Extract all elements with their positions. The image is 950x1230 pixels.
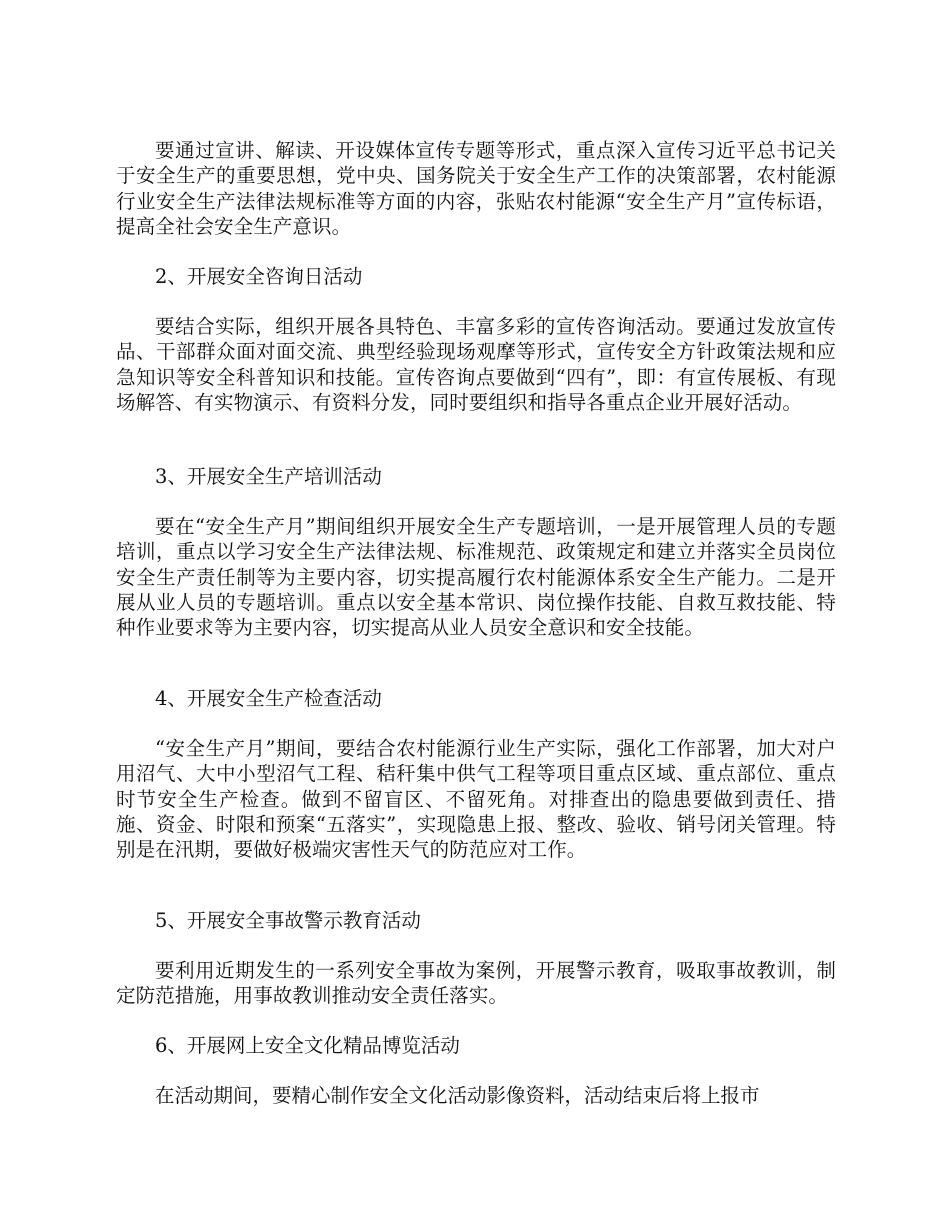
heading-5-block	[116, 908, 836, 933]
section-heading: 2、开展安全咨询日活动	[155, 265, 363, 288]
section-heading: 5、开展安全事故警示教育活动	[155, 909, 421, 932]
paragraph-6-block	[116, 1083, 836, 1108]
section-heading: 6、开展网上安全文化精品博览活动	[155, 1034, 460, 1057]
heading-6-block	[116, 1033, 836, 1058]
paragraph-1-block	[116, 138, 836, 239]
paragraph-5-block	[116, 958, 836, 1009]
section-heading: 4、开展安全生产检查活动	[155, 687, 382, 710]
body-paragraph: 要结合实际，组织开展各具特色、丰富多彩的宣传咨询活动。要通过发放宣传品、干部群众面对面交流、典型经验现场观摩等形式，宣传安全方针政策法规和应急知识等安全科普知识和技能。宣传咨询点要做到“四有”，即：有宣传展板、有现场解答、有实物演示、有资料分发，同时要组织和指导各重点企业开展好活动。	[116, 315, 836, 414]
heading-3-block	[116, 464, 836, 489]
paragraph-4-block	[116, 736, 836, 862]
heading-4-block	[116, 686, 836, 711]
paragraph-3-block	[116, 514, 836, 640]
body-paragraph: 要通过宣讲、解读、开设媒体宣传专题等形式，重点深入宣传习近平总书记关于安全生产的重要思想，党中央、国务院关于安全生产工作的决策部署，农村能源行业安全生产法律法规标准等方面的内容，张贴农村能源“安全生产月”宣传标语，提高全社会安全生产意识。	[116, 139, 836, 238]
section-heading: 3、开展安全生产培训活动	[155, 465, 382, 488]
body-paragraph: 要利用近期发生的一系列安全事故为案例，开展警示教育，吸取事故教训，制定防范措施，用事故教训推动安全责任落实。	[116, 959, 836, 1008]
body-paragraph: “安全生产月”期间，要结合农村能源行业生产实际，强化工作部署，加大对户用沼气、大中小型沼气工程、秸秆集中供气工程等项目重点区域、重点部位、重点时节安全生产检查。做到不留盲区、不留死角。对排查出的隐患要做到责任、措施、资金、时限和预案“五落实”，实现隐患上报、整改、验收、销号闭关管理。特别是在汛期，要做好极端灾害性天气的防范应对工作。	[116, 737, 836, 862]
body-paragraph: 要在“安全生产月”期间组织开展安全生产专题培训，一是开展管理人员的专题培训，重点以学习安全生产法律法规、标准规范、政策规定和建立并落实全员岗位安全生产责任制等为主要内容，切实提高履行农村能源体系安全生产能力。二是开展从业人员的专题培训。重点以安全基本常识、岗位操作技能、自救互救技能、特种作业要求等为主要内容，切实提高从业人员安全意识和安全技能。	[116, 515, 836, 640]
body-paragraph: 在活动期间，要精心制作安全文化活动影像资料，活动结束后将上报市	[155, 1084, 760, 1107]
heading-2-block	[116, 264, 836, 289]
paragraph-2-block	[116, 314, 836, 415]
